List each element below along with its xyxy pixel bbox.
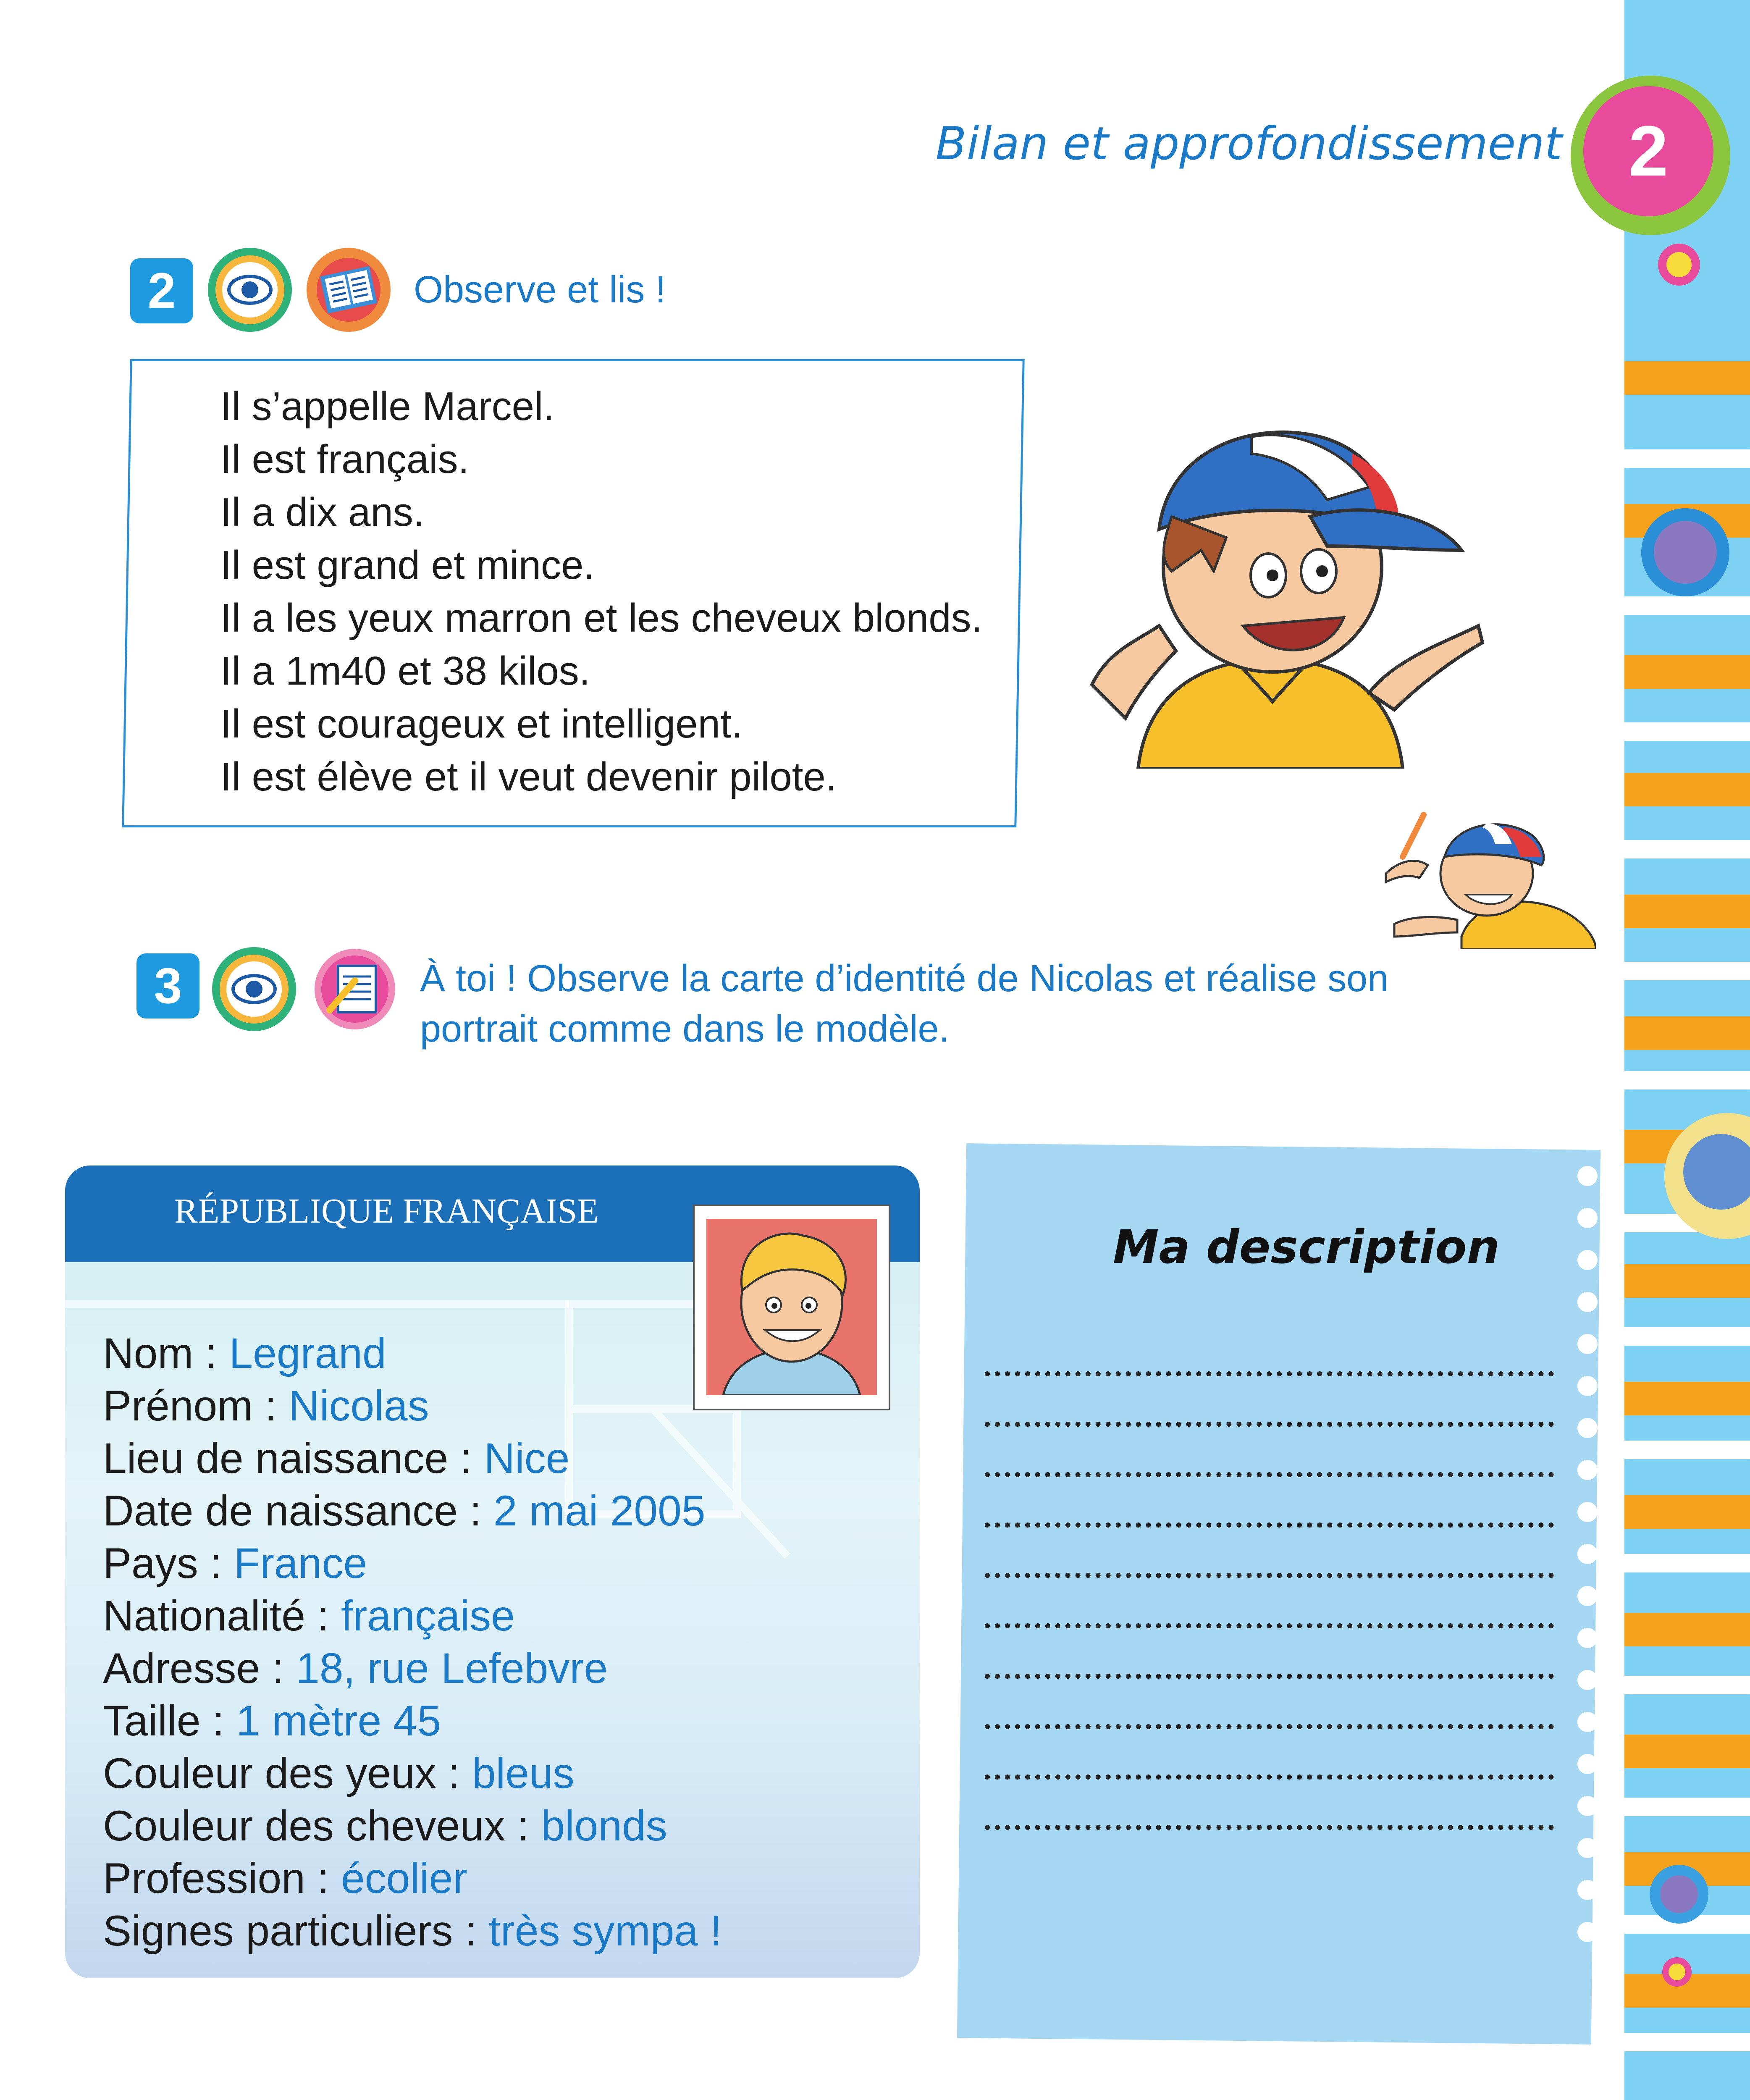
write-icon	[313, 947, 397, 1031]
note-spiral-edge	[1554, 1151, 1621, 2041]
field-label: Couleur des cheveux :	[103, 1802, 541, 1850]
book-icon	[307, 248, 391, 332]
field-value: 18, rue Lefebvre	[296, 1644, 608, 1692]
field-label: Couleur des yeux :	[103, 1749, 472, 1797]
notebook-note	[957, 1143, 1600, 2045]
writing-line[interactable]	[985, 1472, 1554, 1477]
eye-icon	[208, 248, 292, 332]
field-label: Prénom :	[103, 1382, 289, 1430]
exercise-number: 2	[130, 258, 193, 323]
card-fields	[103, 1327, 901, 1957]
writing-line[interactable]	[985, 1674, 1554, 1679]
field-value: Nicolas	[289, 1382, 429, 1430]
card-field	[103, 1485, 901, 1537]
writing-line[interactable]	[985, 1422, 1554, 1427]
boy-writing-illustration	[1377, 811, 1596, 949]
field-value: France	[234, 1539, 367, 1587]
field-label: Adresse :	[103, 1644, 296, 1692]
writing-line[interactable]	[985, 1623, 1554, 1628]
field-value: blonds	[541, 1802, 667, 1850]
writing-line[interactable]	[985, 1371, 1554, 1376]
writing-line[interactable]	[985, 1724, 1554, 1729]
card-field	[103, 1695, 901, 1747]
text-line: Il a les yeux marron et les cheveux blonds.	[220, 596, 983, 640]
chapter-number: 2	[1583, 86, 1713, 216]
text-line: Il est élève et il veut devenir pilote.	[220, 754, 837, 799]
card-field	[103, 1852, 901, 1905]
exercise-number: 3	[136, 953, 199, 1018]
card-field	[103, 1537, 901, 1590]
card-field	[103, 1905, 901, 1957]
field-label: Nationalité :	[103, 1592, 341, 1640]
field-value: 1 mètre 45	[236, 1697, 441, 1745]
text-line: Il s’appelle Marcel.	[220, 384, 554, 429]
decorative-side-band	[1624, 0, 1750, 2100]
chapter-title: Bilan et approfondissement	[935, 118, 1562, 170]
card-field	[103, 1590, 901, 1642]
field-value: 2 mai 2005	[493, 1487, 706, 1535]
field-value: Legrand	[229, 1329, 386, 1377]
field-label: Taille :	[103, 1697, 236, 1745]
field-value: très sympa !	[488, 1907, 722, 1955]
text-line: Il a dix ans.	[220, 490, 425, 535]
field-label: Pays :	[103, 1539, 234, 1587]
card-field	[103, 1747, 901, 1800]
card-field	[103, 1642, 901, 1695]
text-line: Il est grand et mince.	[220, 543, 595, 588]
boy-with-cap-illustration	[1075, 391, 1487, 769]
field-value: écolier	[341, 1854, 467, 1902]
field-value: Nice	[484, 1434, 570, 1482]
field-label: Date de naissance :	[103, 1487, 493, 1535]
field-label: Lieu de naissance :	[103, 1434, 484, 1482]
exercise-instruction: Observe et lis !	[414, 269, 666, 311]
field-value: bleus	[472, 1749, 575, 1797]
text-line: Il a 1m40 et 38 kilos.	[220, 648, 590, 693]
instruction-line: À toi ! Observe la carte d’identité de Nicolas et réalise son	[420, 958, 1389, 1000]
reading-text	[220, 380, 1018, 803]
field-label: Profession :	[103, 1854, 341, 1902]
card-field	[103, 1327, 901, 1380]
exercise-instruction	[420, 953, 1388, 1054]
text-line: Il est courageux et intelligent.	[220, 701, 743, 746]
field-value: française	[341, 1592, 515, 1640]
note-title: Ma description	[1113, 1220, 1500, 1274]
card-field	[103, 1380, 901, 1432]
writing-line[interactable]	[985, 1522, 1554, 1528]
text-line: Il est français.	[220, 437, 470, 482]
field-label: Nom :	[103, 1329, 229, 1377]
eye-icon	[212, 947, 296, 1031]
writing-line[interactable]	[985, 1573, 1554, 1578]
card-field	[103, 1800, 901, 1852]
field-label: Signes particuliers :	[103, 1907, 489, 1955]
writing-line[interactable]	[985, 1774, 1554, 1780]
card-header-title: RÉPUBLIQUE FRANÇAISE	[174, 1192, 599, 1231]
writing-line[interactable]	[985, 1825, 1554, 1830]
card-field	[103, 1432, 901, 1485]
instruction-line: portrait comme dans le modèle.	[420, 1008, 950, 1050]
